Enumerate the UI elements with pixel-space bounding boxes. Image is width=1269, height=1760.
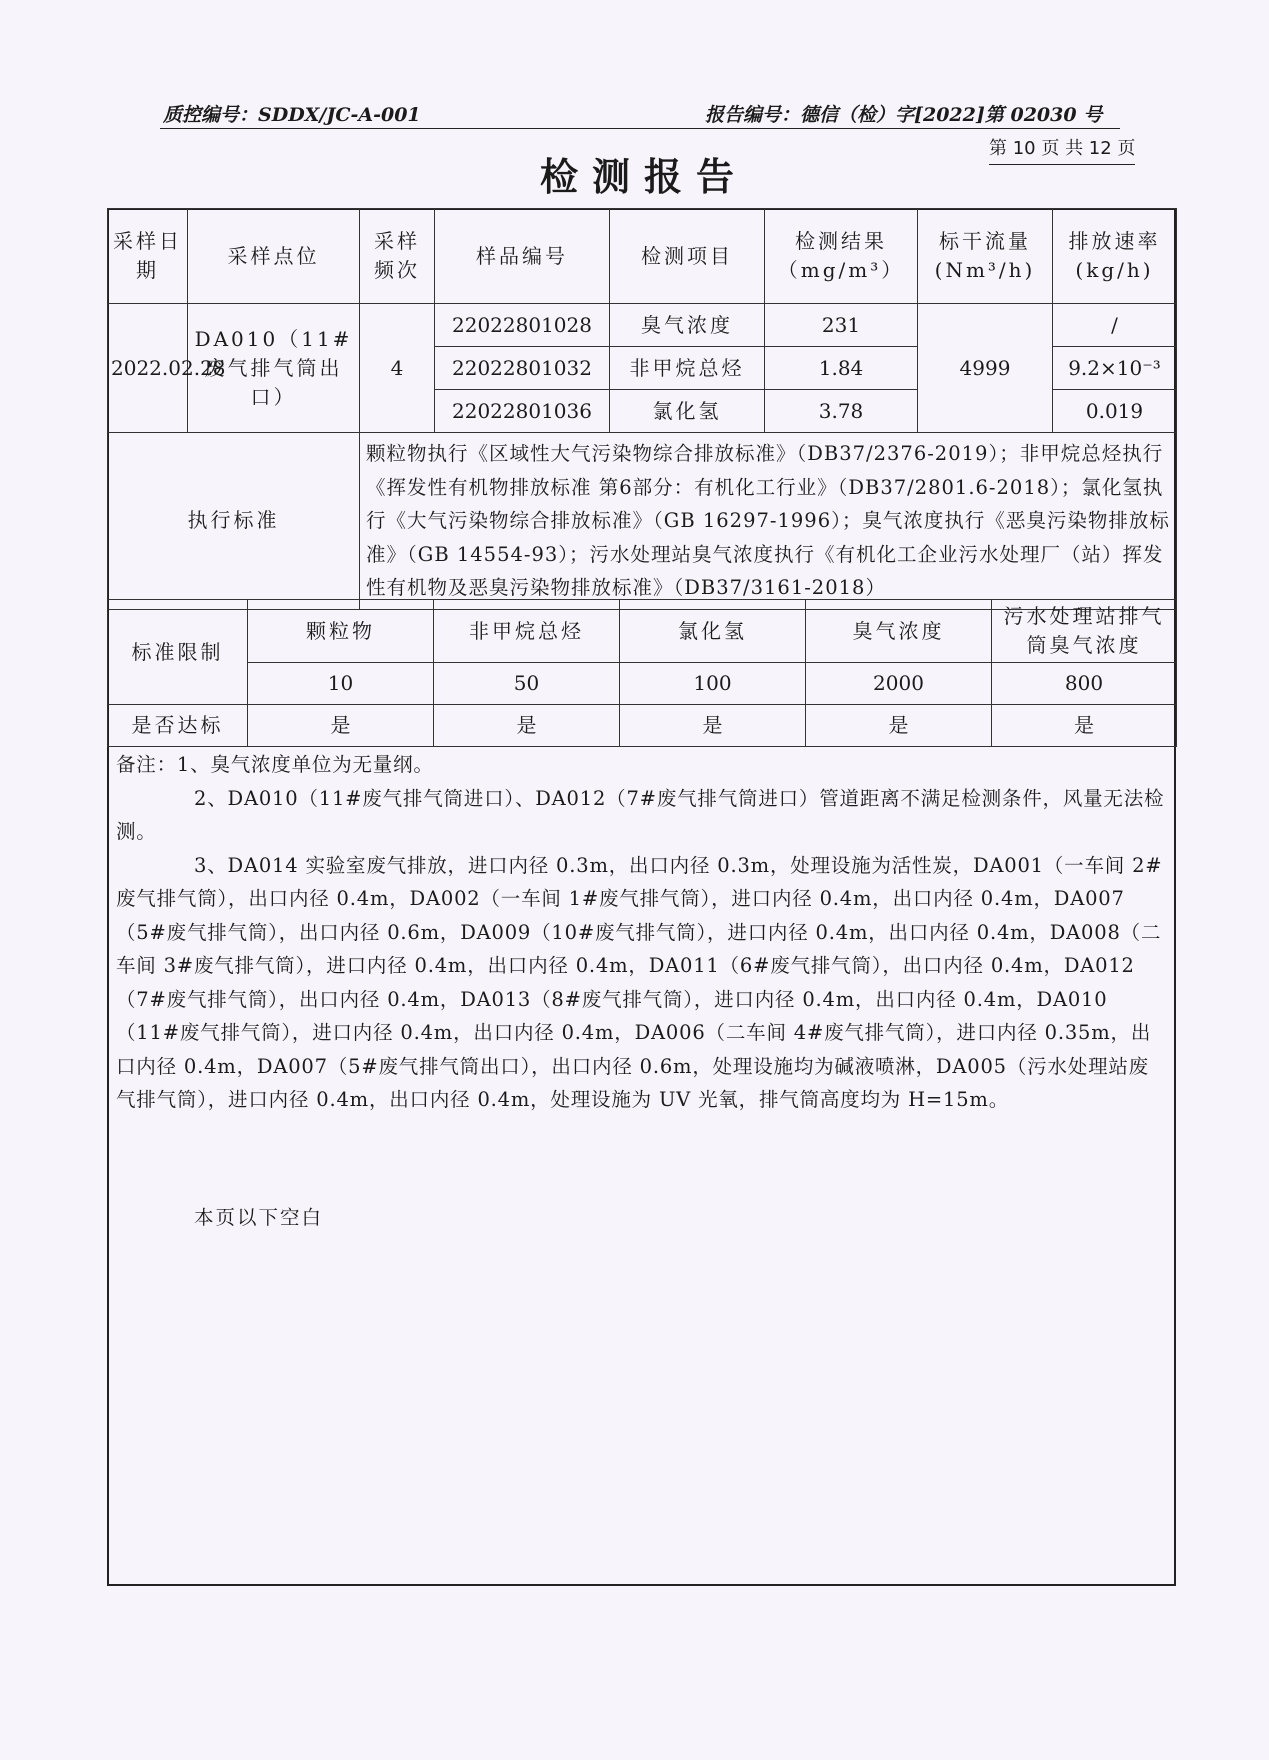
sample-no: 22022801028 bbox=[435, 304, 610, 347]
standard-row bbox=[108, 433, 1177, 610]
blank-below-note: 本页以下空白 bbox=[194, 1206, 324, 1229]
header-point: 采样点位 bbox=[188, 209, 360, 304]
page-title: 检测报告 bbox=[540, 155, 749, 199]
header-flow-unit: (Nm³/h) bbox=[934, 258, 1036, 282]
qc-code: 质控编号：SDDX/JC-A-001 bbox=[163, 104, 421, 126]
limit-value: 2000 bbox=[806, 663, 992, 705]
standard-label: 执行标准 bbox=[108, 433, 360, 610]
remarks bbox=[116, 748, 1168, 1117]
test-result: 3.78 bbox=[765, 390, 918, 433]
remark-3: 3、DA014 实验室废气排放，进口内径 0.3m，出口内径 0.3m，处理设施为活性炭，DA001（一车间 2#废气排气筒），出口内径 0.4m，DA002（一车间 1#废气排气筒），进口内径 0.4m，出口内径 0.4m，DA007（5#废气排气筒），出口内径 0.6m，DA009（10#废气排气筒），进口内径 0.4m，出口内径 0.4m，DA008（二车间 3#废气排气筒），进口内径 0.4m，出口内径 0.4m，DA011（6#废气排气筒），出口内径 0.4m，DA012（7#废气排气筒），出口内径 0.4m，DA013（8#废气排气筒），进口内径 0.4m，出口内径 0.4m，DA010（11#废气排气筒），进口内径 0.4m，出口内径 0.4m，DA006（二车间 4#废气排气筒），进口内径 0.35m，出口内径 0.4m，DA007（5#废气排气筒出口），出口内径 0.6m，处理设施均为碱液喷淋，DA005（污水处理站废气排气筒），进口内径 0.4m，出口内径 0.4m，处理设施为 UV 光氧，排气筒高度均为 H=15m。 bbox=[116, 853, 1163, 1111]
limit-label: 标准限制 bbox=[108, 600, 248, 705]
report-number: 报告编号：德信（检）字[2022]第 02030 号 bbox=[705, 104, 1103, 126]
standard-text: 颗粒物执行《区域性大气污染物综合排放标准》（DB37/2376-2019）；非甲烷总烃执行《挥发性有机物排放标准 第6部分：有机化工行业》（DB37/2801.6-2018）；氯化氢执行《大气污染物综合排放标准》（GB 16297-1996）；臭气浓度执行《恶臭污染物排放标准》（GB 14554-93）；污水处理站臭气浓度执行《有机化工企业污水处理厂（站）挥发性有机物及恶臭污染物排放标准》（DB37/3161-2018） bbox=[360, 433, 1177, 610]
header-freq: 采样频次 bbox=[360, 209, 435, 304]
limit-value: 800 bbox=[992, 663, 1177, 705]
header-item: 检测项目 bbox=[610, 209, 765, 304]
remark-1: 备注：1、臭气浓度单位为无量纲。 bbox=[116, 753, 434, 776]
compliance-row bbox=[108, 705, 1177, 747]
table-row bbox=[108, 304, 1177, 347]
sample-no: 22022801032 bbox=[435, 347, 610, 390]
header-result-label: 检测结果 bbox=[795, 229, 887, 253]
sample-freq: 4 bbox=[360, 304, 435, 433]
compliance-value: 是 bbox=[806, 705, 992, 747]
test-item: 氯化氢 bbox=[610, 390, 765, 433]
header-rate-unit: (kg/h) bbox=[1075, 258, 1154, 282]
std-flow: 4999 bbox=[918, 304, 1053, 433]
compliance-label: 是否达标 bbox=[108, 705, 248, 747]
limit-item: 颗粒物 bbox=[248, 600, 434, 663]
limit-value: 10 bbox=[248, 663, 434, 705]
header-result-unit: （mg/m³） bbox=[777, 258, 905, 282]
header-sample-no: 样品编号 bbox=[435, 209, 610, 304]
limit-value: 50 bbox=[434, 663, 620, 705]
remark-2: 2、DA010（11#废气排气筒进口）、DA012（7#废气排气筒进口）管道距离不满足检测条件，风量无法检测。 bbox=[116, 786, 1165, 843]
limit-values-row bbox=[108, 663, 1177, 705]
header-row bbox=[108, 209, 1177, 304]
compliance-value: 是 bbox=[248, 705, 434, 747]
page-number: 第 10 页 共 12 页 bbox=[989, 134, 1135, 165]
limit-value: 100 bbox=[620, 663, 806, 705]
header-flow bbox=[918, 209, 1053, 304]
test-item: 非甲烷总烃 bbox=[610, 347, 765, 390]
header-result bbox=[765, 209, 918, 304]
limit-item: 非甲烷总烃 bbox=[434, 600, 620, 663]
results-table bbox=[107, 208, 1177, 610]
compliance-value: 是 bbox=[434, 705, 620, 747]
header-rate bbox=[1053, 209, 1177, 304]
header-flow-label: 标干流量 bbox=[939, 229, 1031, 253]
limit-item: 污水处理站排气筒臭气浓度 bbox=[992, 600, 1177, 663]
sample-date: 2022.02.28 bbox=[108, 304, 188, 433]
sample-point: DA010（11#废气排气筒出口） bbox=[188, 304, 360, 433]
emission-rate: 9.2×10⁻³ bbox=[1053, 347, 1177, 390]
sample-no: 22022801036 bbox=[435, 390, 610, 433]
compliance-value: 是 bbox=[620, 705, 806, 747]
test-result: 231 bbox=[765, 304, 918, 347]
test-result: 1.84 bbox=[765, 347, 918, 390]
emission-rate: / bbox=[1053, 304, 1177, 347]
header-date: 采样日期 bbox=[108, 209, 188, 304]
limit-item: 氯化氢 bbox=[620, 600, 806, 663]
compliance-value: 是 bbox=[992, 705, 1177, 747]
limits-table bbox=[107, 599, 1177, 747]
test-item: 臭气浓度 bbox=[610, 304, 765, 347]
header-rate-label: 排放速率 bbox=[1068, 229, 1161, 253]
limit-item: 臭气浓度 bbox=[806, 600, 992, 663]
limit-items-row bbox=[108, 600, 1177, 663]
emission-rate: 0.019 bbox=[1053, 390, 1177, 433]
